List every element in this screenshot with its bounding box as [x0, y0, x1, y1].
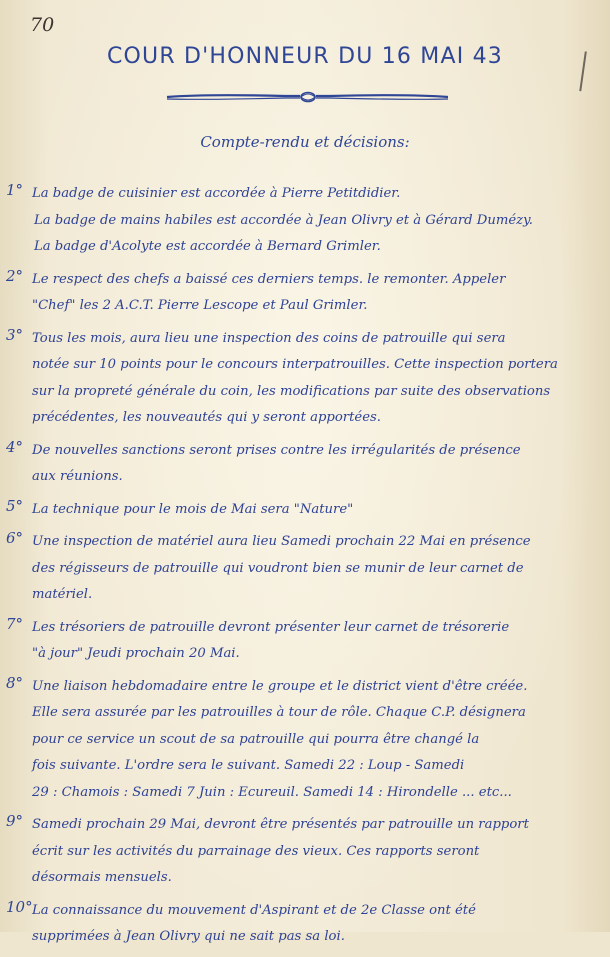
item-number: 6°: [6, 529, 24, 547]
item-line: pour ce service un scout de sa patrouille qui pourra être changé la: [32, 731, 480, 747]
decision-item-5: [0, 497, 610, 524]
item-number: 5°: [6, 496, 24, 515]
item-line: De nouvelles sanctions seront prises contre les irrégularités de présence: [32, 442, 521, 458]
item-line: des régisseurs de patrouille qui voudront bien se munir de leur carnet de: [32, 560, 524, 576]
item-number: 7°: [6, 614, 24, 633]
item-line: Les trésoriers de patrouille devront présenter leur carnet de trésorerie: [32, 619, 510, 635]
page-subtitle: Compte-rendu et décisions:: [200, 133, 410, 151]
item-line: Le respect des chefs a baissé ces derniers temps. le remonter. Appeler: [32, 271, 506, 287]
decision-item-10: [0, 898, 610, 951]
item-line: Une liaison hebdomadaire entre le groupe et le district vient d'être créée.: [32, 678, 528, 694]
item-line: La badge d'Acolyte est accordée à Bernard Grimler.: [34, 239, 381, 254]
decision-item-4: [0, 438, 610, 491]
decision-item-3: [0, 326, 610, 432]
item-line: fois suivante. L'ordre sera le suivant. Samedi 22 : Loup - Samedi: [32, 758, 465, 773]
item-number: 3°: [6, 325, 24, 344]
item-number: 8°: [6, 673, 24, 692]
decision-item-9: [0, 812, 610, 892]
item-line: précédentes, les nouveautés qui y seront apportées.: [32, 410, 381, 425]
item-line: "Chef" les 2 A.C.T. Pierre Lescope et Paul Grimler.: [32, 298, 368, 313]
decision-item-7: [0, 615, 610, 668]
item-number: 4°: [6, 437, 24, 456]
item-line: Elle sera assurée par les patrouilles à tour de rôle. Chaque C.P. désignera: [32, 705, 526, 720]
page-title: COUR D'HONNEUR DU 16 MAI 43: [106, 44, 504, 69]
item-line: sur la propreté générale du coin, les modifications par suite des observations: [32, 383, 551, 399]
item-number: 10°: [6, 897, 33, 916]
decision-list: [0, 181, 610, 957]
item-number: 2°: [6, 266, 24, 285]
item-line: Une inspection de matériel aura lieu Samedi prochain 22 Mai en présence: [32, 534, 531, 549]
item-line: La technique pour le mois de Mai sera "Nature": [32, 501, 354, 517]
item-line: supprimées à Jean Olivry qui ne sait pas sa loi.: [32, 929, 345, 944]
item-line: aux réunions.: [32, 469, 123, 484]
item-number: 1°: [6, 181, 24, 199]
item-line: Samedi prochain 29 Mai, devront être présentés par patrouille un rapport: [32, 817, 529, 832]
decision-item-8: [0, 674, 610, 807]
item-number: 9°: [6, 812, 24, 830]
item-line: La badge de mains habiles est accordée à Jean Olivry et à Gérard Dumézy.: [34, 212, 533, 228]
item-line: notée sur 10 points pour le concours interpatrouilles. Cette inspection portera: [32, 357, 558, 372]
decision-item-6: [0, 529, 610, 609]
item-line: désormais mensuels.: [32, 870, 172, 885]
item-line: "à jour" Jeudi prochain 20 Mai.: [32, 646, 240, 661]
page-number: 70: [30, 14, 55, 36]
item-line: 29 : Chamois : Samedi 7 Juin : Ecureuil. Samedi 14 : Hirondelle ... etc...: [32, 784, 512, 800]
decision-item-2: [0, 267, 610, 320]
item-line: La connaissance du mouvement d'Aspirant et de 2e Classe ont été: [32, 902, 476, 918]
title-underline-ornament: [165, 88, 450, 106]
item-line: Tous les mois, aura lieu une inspection des coins de patrouille qui sera: [32, 330, 506, 346]
item-line: La badge de cuisinier est accordée à Pierre Petitdidier.: [32, 186, 401, 201]
item-line: écrit sur les activités du parrainage des vieux. Ces rapports seront: [32, 843, 480, 859]
item-line: matériel.: [32, 587, 93, 602]
decision-item-1: [0, 181, 610, 261]
